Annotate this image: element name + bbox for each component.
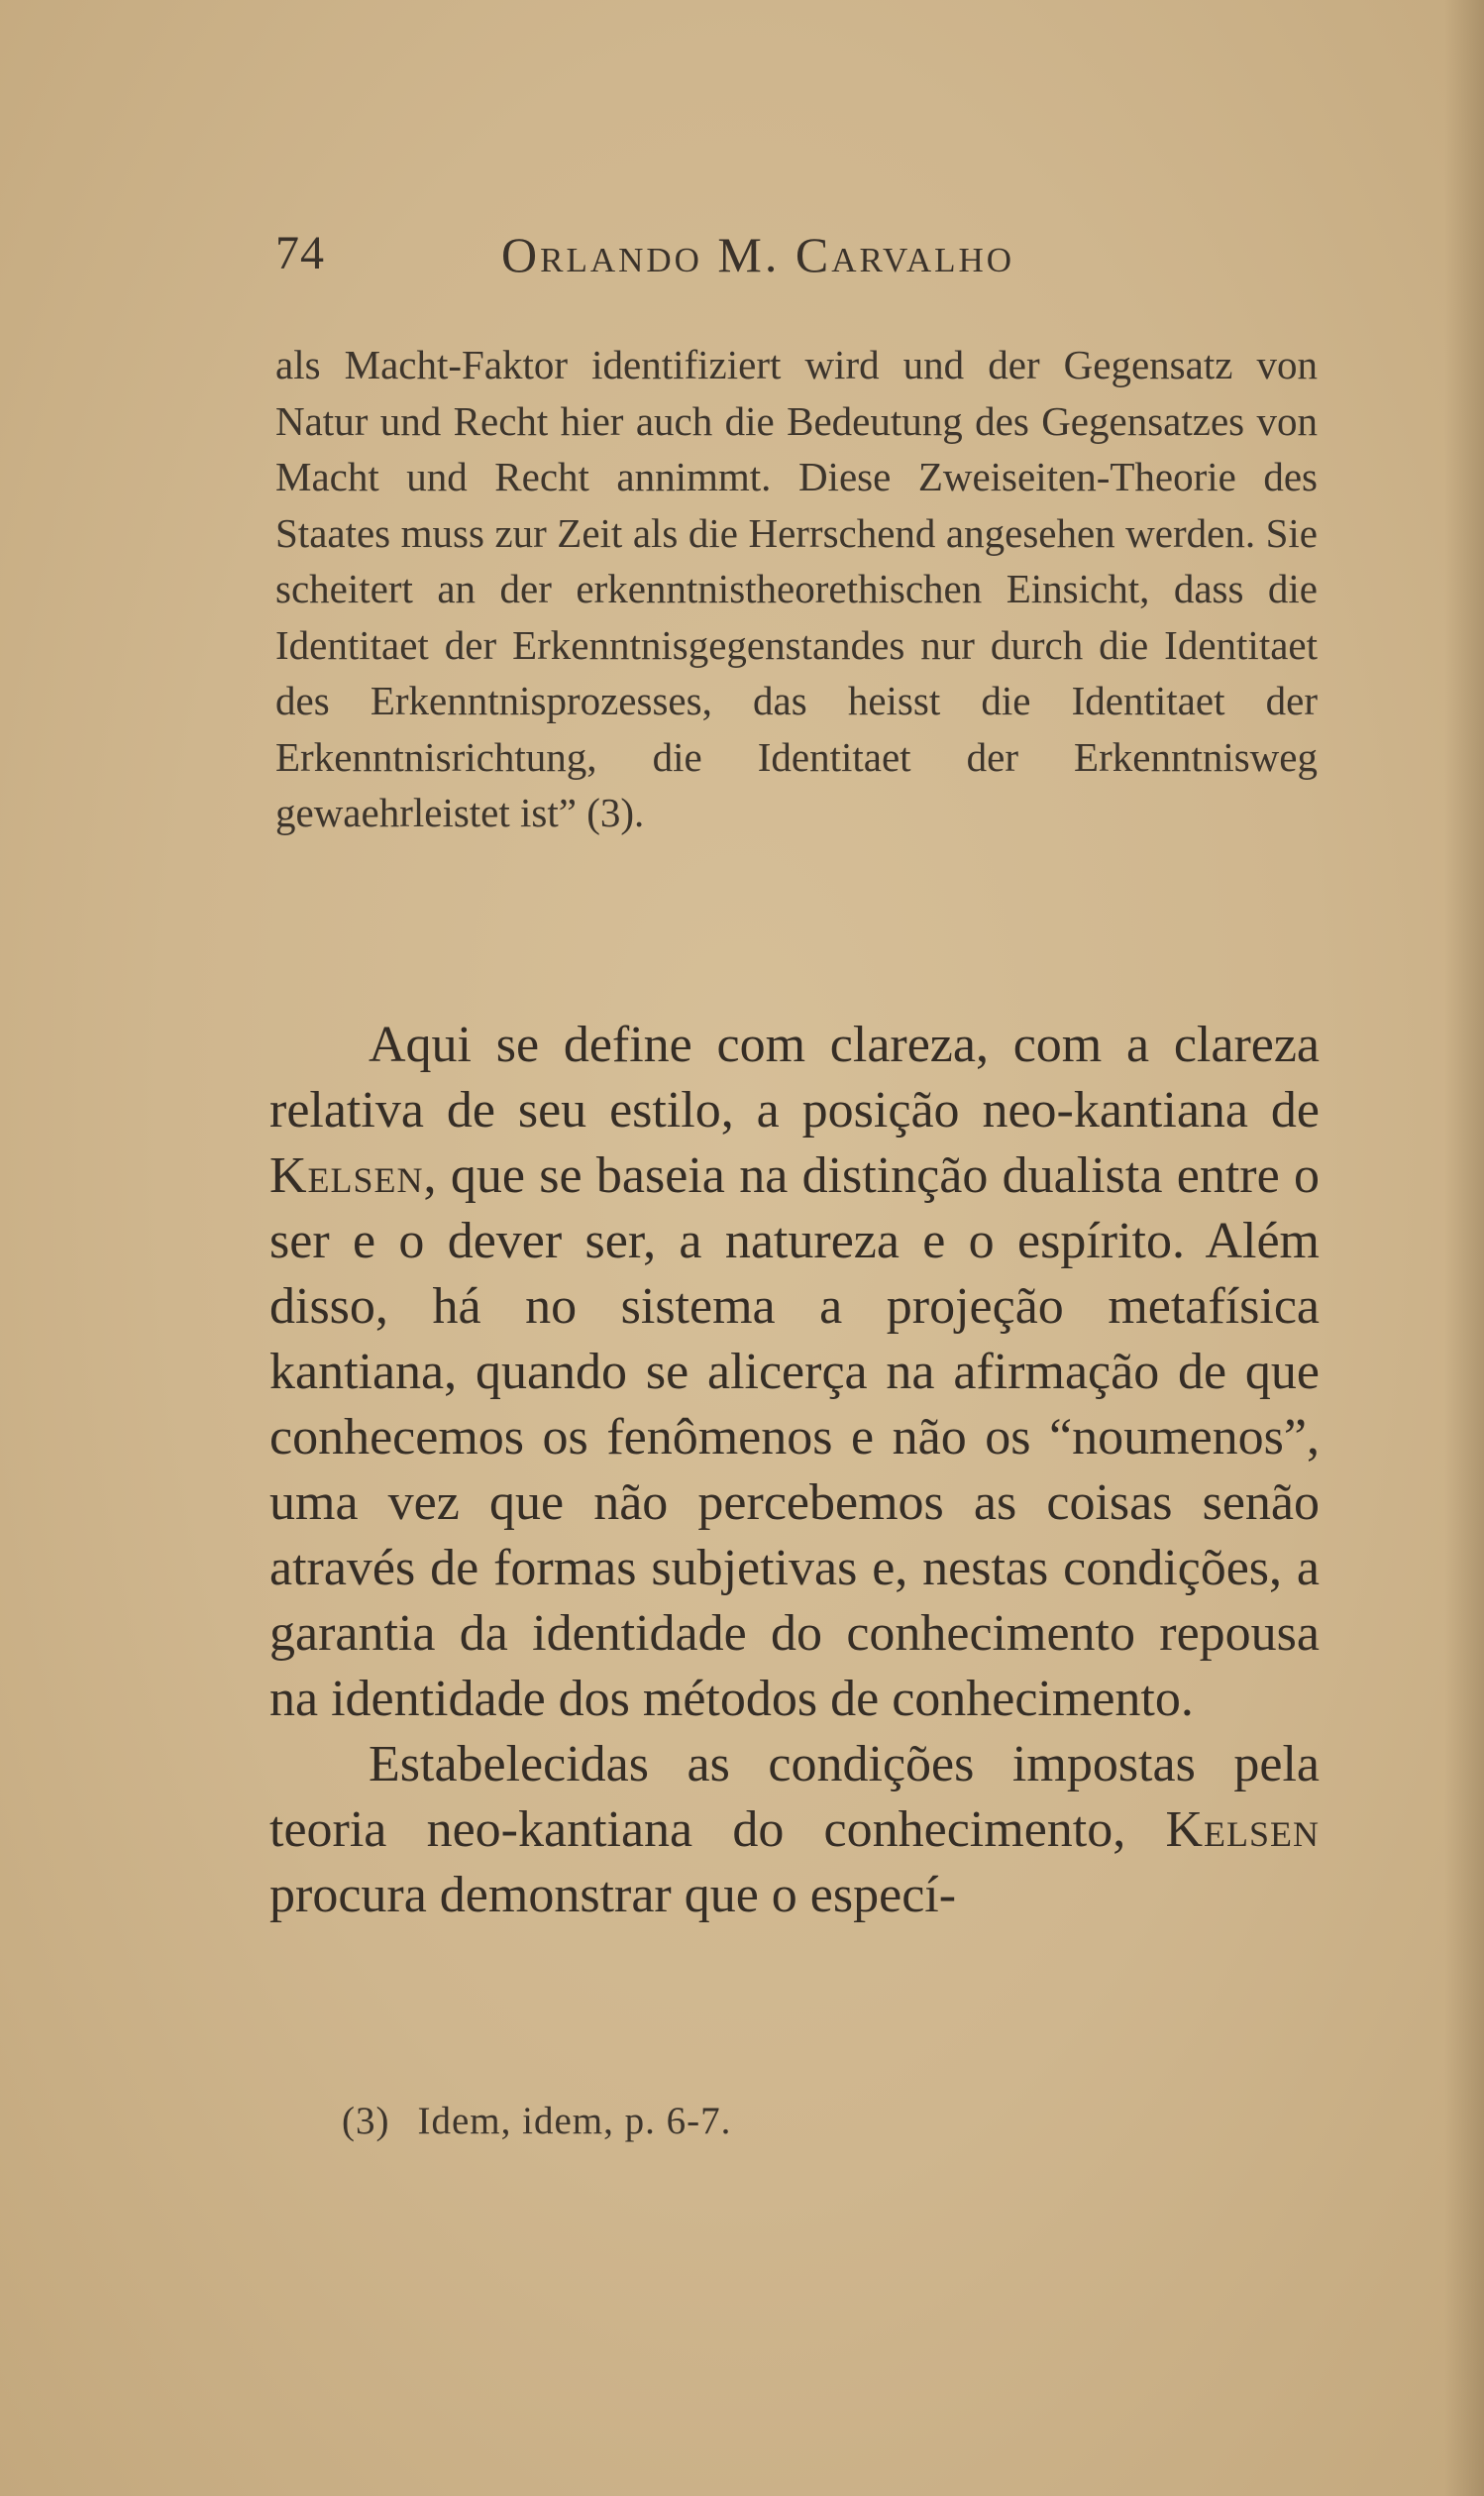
author-name-kelsen: Kelsen bbox=[1165, 1801, 1320, 1858]
paragraph-1 bbox=[269, 1013, 1320, 1732]
footnote bbox=[342, 2099, 731, 2143]
paragraph-2-text-b: procura demonstrar que o especí- bbox=[269, 1867, 957, 1923]
paragraph-2 bbox=[269, 1732, 1320, 1928]
footnote-text: Idem, idem, p. 6-7. bbox=[417, 2100, 732, 2142]
paragraph-1-text-b: , que se baseia na distinção dualista entre o ser e o dever ser, a natureza e o espírito. Além disso, há no sistema a projeção metafísica kantiana, quando se alicerça na afirmação de que conhecemos os fenômenos e não os “noumenos”, uma vez que não percebemos as coisas senão através de formas subjetivas e, nestas condições, a garantia da identidade do conhecimento repousa na identidade dos métodos de conhecimento. bbox=[269, 1147, 1320, 1727]
running-head-author: Orlando M. Carvalho bbox=[501, 227, 1015, 282]
footnote-mark: (3) bbox=[342, 2100, 390, 2142]
paragraph-1-text-a: Aqui se define com clareza, com a clareza relativa de seu estilo, a posição neo-kantiana de bbox=[269, 1017, 1320, 1139]
page-edge-shadow bbox=[1444, 0, 1484, 2496]
author-name-kelsen: Kelsen bbox=[269, 1147, 424, 1204]
german-quotation: als Macht-Faktor identifiziert wird und der Gegensatz von Natur und Recht hier auch die Bedeutung des Gegensatzes von Macht und Recht annimmt. Diese Zweiseiten-Theorie des Staates muss zur Zeit als die Herrschend angesehen werden. Sie scheitert an der erkenntnistheorethischen Einsicht, dass die Identitaet der Erkenntnisgegenstandes nur durch die Identitaet des Erkenntnisprozesses, das heisst die Identitaet der Erkenntnisrichtung, die Identitaet der Erkenntnisweg gewaehrleistet ist” (3). bbox=[275, 342, 1318, 835]
running-head bbox=[275, 226, 1325, 295]
page-number: 74 bbox=[275, 227, 325, 279]
paragraph-2-text-a: Estabelecidas as condições impostas pela teoria neo-kantiana do conhecimento, bbox=[269, 1736, 1320, 1858]
body-text bbox=[269, 1013, 1320, 1928]
